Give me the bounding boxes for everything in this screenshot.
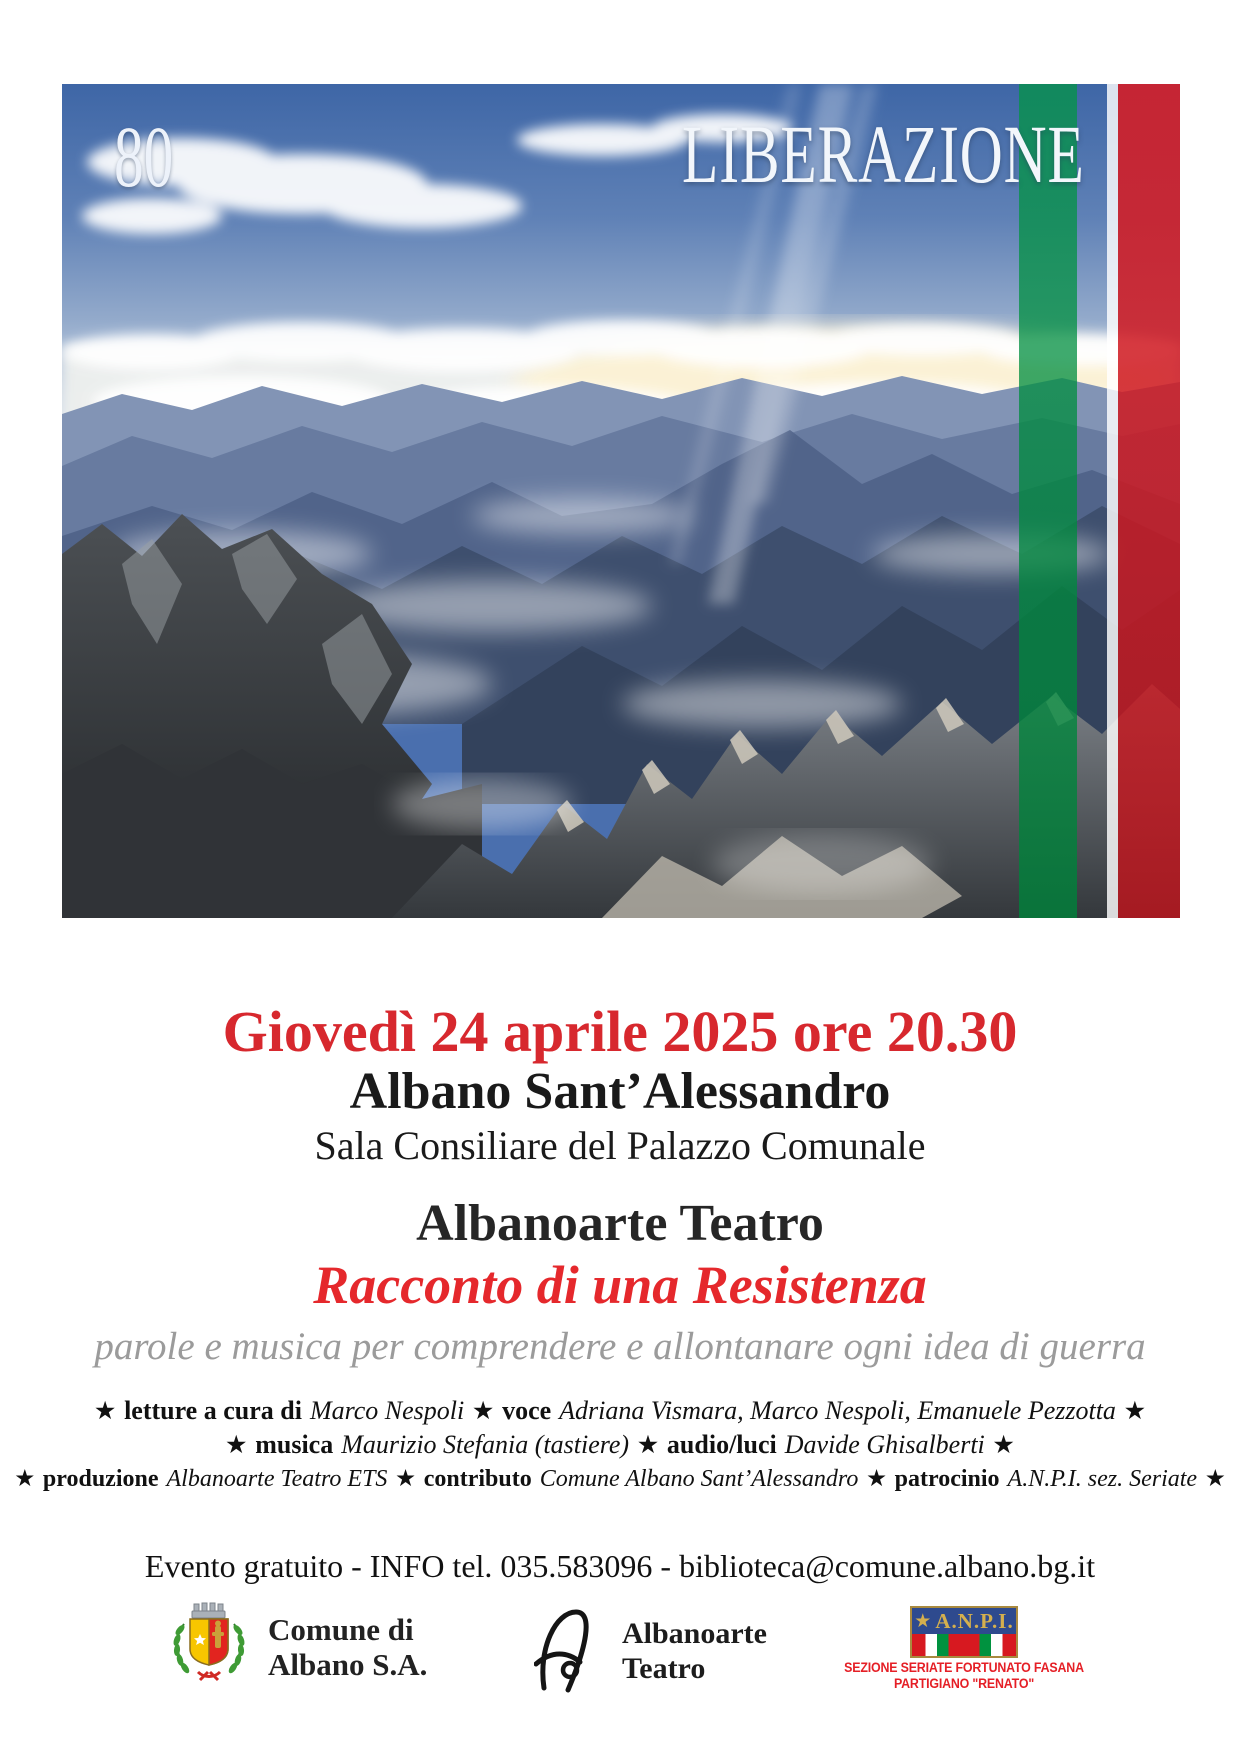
credit-value: Maurizio Stefania (tastiere): [341, 1430, 630, 1459]
comune-label-line1: Comune di: [268, 1612, 414, 1647]
anpi-caption-line1: SEZIONE SERIATE FORTUNATO FASANA: [844, 1660, 1084, 1675]
credit-label: produzione: [42, 1466, 159, 1492]
anpi-caption-line2: PARTIGIANO "RENATO": [893, 1676, 1035, 1691]
flag-stripe-green: [1019, 84, 1077, 918]
credits-line-3: [0, 1466, 1240, 1493]
event-datetime: Giovedì 24 aprile 2025 ore 20.30: [222, 999, 1018, 1064]
star-separator: ★: [226, 1432, 247, 1457]
anpi-tricolour-ribbon: [912, 1634, 1016, 1656]
star-separator: ★: [95, 1398, 116, 1423]
show-title: Racconto di una Resistenza: [313, 1255, 927, 1315]
credits-line-2: [0, 1430, 1240, 1460]
credit-label: voce: [502, 1396, 552, 1425]
anpi-logo: [910, 1606, 1018, 1658]
albanoarte-label-line1: Albanoarte: [622, 1617, 767, 1650]
star-separator: ★: [15, 1468, 34, 1490]
credits-line-1: [0, 1396, 1240, 1426]
anpi-acronym: A.N.P.I.: [935, 1608, 1014, 1633]
credit-label: audio/luci: [666, 1430, 777, 1459]
credit-value: Albanoarte Teatro ETS: [166, 1466, 388, 1492]
star-separator: ★: [993, 1432, 1014, 1457]
comune-label: [268, 1612, 427, 1682]
hero-title: LIBERAZIONE: [682, 110, 1085, 201]
event-venue: Sala Consiliare del Palazzo Comunale: [314, 1123, 926, 1168]
flag-stripe-white: [1107, 84, 1118, 918]
star-separator: ★: [1206, 1468, 1225, 1490]
hero-photo: [62, 84, 1180, 918]
flag-stripe-red: [1118, 84, 1180, 918]
star-separator: ★: [638, 1432, 658, 1457]
anpi-star-icon: ★: [914, 1610, 932, 1632]
credit-value: Adriana Vismara, Marco Nespoli, Emanuele Pezzotta: [559, 1396, 1116, 1425]
credit-label: patrocinio: [894, 1466, 1000, 1492]
credit-label: contributo: [423, 1466, 532, 1492]
star-separator: ★: [867, 1468, 886, 1490]
credit-value: Comune Albano Sant’Alessandro: [539, 1466, 859, 1492]
company-name: Albanoarte Teatro: [416, 1195, 824, 1252]
anpi-logo-top: [912, 1608, 1016, 1634]
comune-albano-crest-logo: [170, 1602, 248, 1696]
show-tagline: parole e musica per comprendere e allontanare ogni idea di guerra: [94, 1325, 1146, 1368]
albanoarte-label: [622, 1616, 767, 1686]
mountain-landscape-image: [62, 84, 1180, 918]
anniversary-number: 80: [114, 108, 174, 206]
anpi-caption: [839, 1660, 1089, 1692]
credit-value: Davide Ghisalberti: [784, 1430, 985, 1459]
event-location: Albano Sant’Alessandro: [349, 1063, 891, 1120]
info-line: Evento gratuito - INFO tel. 035.583096 - biblioteca@comune.albano.bg.it: [144, 1548, 1096, 1584]
comune-label-line2: Albano S.A.: [268, 1647, 428, 1682]
credit-label: letture a cura di: [124, 1396, 302, 1425]
star-separator: ★: [473, 1398, 494, 1423]
star-separator: ★: [396, 1468, 415, 1490]
credit-value: Marco Nespoli: [309, 1396, 465, 1425]
credit-value: A.N.P.I. sez. Seriate: [1007, 1466, 1198, 1492]
albanoarte-signature-logo: [534, 1604, 608, 1694]
albanoarte-label-line2: Teatro: [622, 1652, 706, 1685]
star-separator: ★: [1124, 1398, 1145, 1423]
credit-label: musica: [255, 1430, 334, 1459]
